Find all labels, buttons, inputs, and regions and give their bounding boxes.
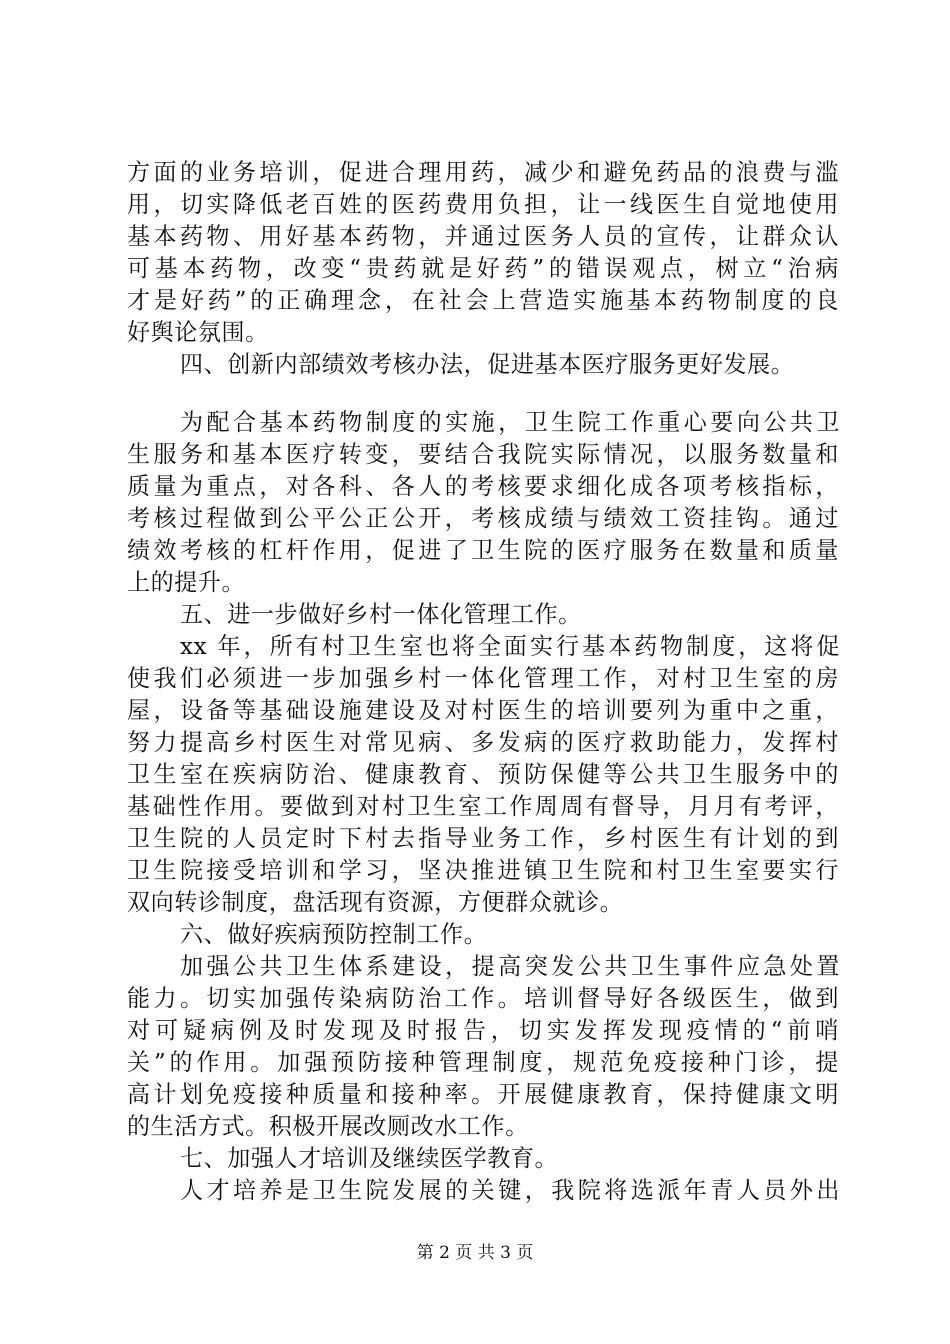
body-text-line: 使我们必须进一步加强乡村一体化管理工作，对村卫生室的房 xyxy=(127,666,839,692)
body-text-line: 屋，设备等基础设施建设及对村医生的培训要列为重中之重， xyxy=(127,698,839,724)
body-text-line: 能力。切实加强传染病防治工作。培训督导好各级医生，做到 xyxy=(127,986,839,1012)
body-text-line: 质量为重点，对各科、各人的考核要求细化成各项考核指标， xyxy=(127,474,839,500)
section-heading: 五、进一步做好乡村一体化管理工作。 xyxy=(180,602,582,628)
body-text-line: xx 年，所有村卫生室也将全面实行基本药物制度，这将促 xyxy=(180,634,840,660)
body-text-line: 卫生室在疾病防治、健康教育、预防保健等公共卫生服务中的 xyxy=(127,762,839,788)
body-text-line: 用，切实降低老百姓的医药费用负担，让一线医生自觉地使用 xyxy=(127,192,839,218)
page-number-footer: 第 2 页 共 3 页 xyxy=(416,1243,534,1263)
body-text-line: 关”的作用。加强预防接种管理制度，规范免疫接种门诊，提 xyxy=(127,1050,839,1076)
body-text-line: 高计划免疫接种质量和接种率。开展健康教育，保持健康文明 xyxy=(127,1082,839,1108)
section-heading: 七、加强人才培训及继续医学教育。 xyxy=(180,1146,559,1172)
body-text-line: 好舆论氛围。 xyxy=(127,320,269,346)
body-text-line: 方面的业务培训，促进合理用药，减少和避免药品的浪费与滥 xyxy=(127,160,839,186)
section-heading: 六、做好疾病预防控制工作。 xyxy=(180,922,488,948)
body-text-line: 对可疑病例及时发现及时报告，切实发挥发现疫情的“前哨 xyxy=(127,1018,839,1044)
body-text-line: 卫生院接受培训和学习，坚决推进镇卫生院和村卫生室要实行 xyxy=(127,858,839,884)
body-text-line: 双向转诊制度，盘活现有资源，方便群众就诊。 xyxy=(127,890,624,916)
body-text-line: 人才培养是卫生院发展的关键，我院将选派年青人员外出 xyxy=(180,1178,840,1204)
body-text-line: 加强公共卫生体系建设，提高突发公共卫生事件应急处置 xyxy=(180,954,840,980)
section-heading: 四、创新内部绩效考核办法，促进基本医疗服务更好发展。 xyxy=(180,352,795,378)
body-text-line: 为配合基本药物制度的实施，卫生院工作重心要向公共卫 xyxy=(180,410,840,436)
body-text-line: 考核过程做到公平公正公开，考核成绩与绩效工资挂钩。通过 xyxy=(127,506,839,532)
body-text-line: 基本药物、用好基本药物，并通过医务人员的宣传，让群众认 xyxy=(127,224,839,250)
body-text-line: 可基本药物，改变“贵药就是好药”的错误观点，树立“治病 xyxy=(127,256,839,282)
body-text-line: 卫生院的人员定时下村去指导业务工作，乡村医生有计划的到 xyxy=(127,826,839,852)
body-text-line: 的生活方式。积极开展改厕改水工作。 xyxy=(127,1114,529,1140)
body-text-line: 基础性作用。要做到对村卫生室工作周周有督导，月月有考评， xyxy=(127,794,839,820)
body-text-line: 才是好药”的正确理念，在社会上营造实施基本药物制度的良 xyxy=(127,288,839,314)
body-text-line: 努力提高乡村医生对常见病、多发病的医疗救助能力，发挥村 xyxy=(127,730,839,756)
body-text-line: 绩效考核的杠杆作用，促进了卫生院的医疗服务在数量和质量 xyxy=(127,538,839,564)
body-text-line: 上的提升。 xyxy=(127,570,246,596)
body-text-line: 生服务和基本医疗转变，要结合我院实际情况，以服务数量和 xyxy=(127,442,839,468)
